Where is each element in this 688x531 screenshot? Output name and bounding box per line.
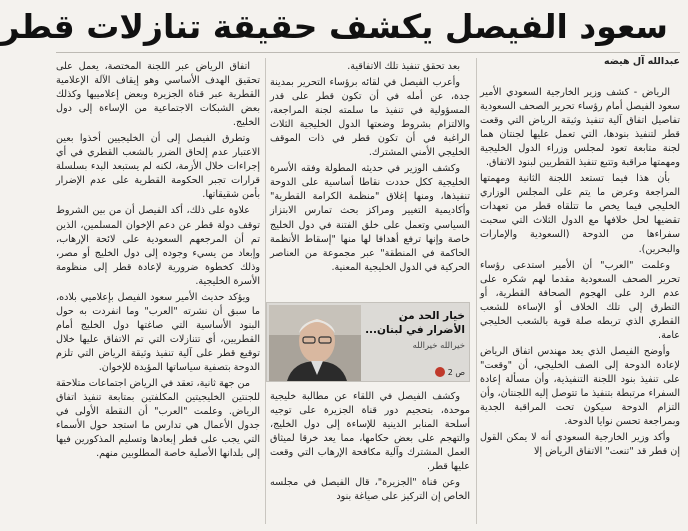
author-photo [269, 305, 361, 381]
paragraph: الرياض - كشف وزير الخارجية السعودي الأمير سعود الفيصل أمام رؤساء تحرير الصحف السعودية تفاصيل اتفاق آلية تنفيذ وثيقة الرياض التي وقعت قطر لتنفيذ بنودها، التي تعمل عليها لجنتان هما لجنة متابعة تعود لمجلس وزراء الدول الخليجية ومهمتها مراقبة وتتبع تنفيذ القطريين لبنود الاتفاق. [480, 87, 680, 169]
boxout-page-ref [435, 367, 465, 377]
portrait-image [269, 305, 361, 381]
boxout-author: خيرالله خيرالله [412, 341, 465, 351]
article-column-2 [270, 60, 470, 522]
paragraph: بأن هذا فيما تستعد اللجنة الثانية ومهمتها المراجعة وعرض ما يتم على المجلس الوزاري الخليجي فيما يخص ما تتلقاه قطر من تعهدات تقضيها لحل خلافها مع الدول الثلاث التي سحبت سفراءها من الدوحة (السعودية والإمارات والبحرين). [480, 173, 680, 255]
page-ref-label: ص 2 [447, 367, 465, 377]
paragraph: وأعرب الفيصل في لقائه برؤساء التحرير بمدينة جدة، عن أمله في أن تكون قطر على قدر المسؤولية في تنفيذ ما سلمته لجنة المراجعة، والالتزام بشروط وضعتها الدول الخليجية الثلاث الراغبة في أن تكون قطر في ذات الموقف الخليجي الأمني المشترك. [270, 77, 470, 159]
headline-rule [56, 52, 680, 53]
paragraph: بعد تحقق تنفيذ تلك الاتفاقية. [347, 61, 460, 72]
paragraph: من جهة ثانية، تعقد في الرياض اجتماعات متلاحقة للجنتين الخليجيتين المكلفتين بمتابعة تنفيذ اتفاق الرياض. وعلمت "العرب" أن النقطة الأولى في جدول الأعمال هي تدارس ما استجد حول الأسماء التي يجب على قطر إبعادها وتسليم المذكورين فيها إلى بلدانها الأصلية خاصة المطلوبين منهم. [56, 378, 260, 460]
paragraph: وعلمت "العرب" أن الأمير استدعى رؤساء تحرير الصحف السعودية مقدما لهم شكره على عدم الرد على الهجوم الصحافة القطرية، أو التطرق إلى تلك الخلاف أو الإساءة للشعب القطري الذي تربطه صلة قوية بالشعب الخليجي عامة. [480, 259, 680, 341]
page-marker-icon [435, 367, 445, 377]
headline: سعود الفيصل يكشف حقيقة تنازلات قطر [0, 7, 668, 46]
paragraph: ويؤكد حديث الأمير سعود الفيصل بإعلاميي بلاده، ما سبق أن نشرته "العرب" وما انفردت به حول البنود الأساسية التي صاغتها دول الخليج أمام القطريين، أي تتنازلات التي تم الاتفاق عليها خلال توقيع قطر على آلية تنفيذ وثيقة الرياض التي تلزم الدوحة بتصفية سياساتها المؤيدة للإخوان. [56, 291, 260, 373]
boxout-title: خيار الحد من الأضرار في لبنان... [365, 310, 465, 336]
article-column-1 [480, 86, 680, 522]
paragraph: اتفاق الرياض عبر اللجنة المختصة، يعمل على تحقيق الهدف الأساسي وهو إيقاف الآلة الإعلامية القطرية عبر قناة الجزيرة وبعض إعلامييها وكذلك بعض الشبكات الاجتماعية من الإساءة إلى دول الخليج. [56, 61, 260, 129]
paragraph: وأكد وزير الخارجية السعودي أنه لا يمكن القول إن قطر قد "تنعت" الاتفاق الرياض إلا [480, 432, 680, 458]
column-2-top [270, 60, 470, 298]
paragraph: وكشف الفيصل في اللقاء عن مطالبة خليجية موحدة، بتحجيم دور قناة الجزيرة على توجيه أسلحة المنابر الدينية للإساءة إلى دول الخليج، والتهجم على بعض حكامها، مما يعد خرقا لميثاق العمل المشترك وآلية مكافحة الإرهاب التي وقعت عليها قطر. [270, 391, 470, 473]
column-divider [476, 58, 477, 524]
paragraph: وأوضح الفيصل الذي يعد مهندس اتفاق الرياض لإعادة الدوحة إلى الصف الخليجي، أن "وقعت" على تنفيذ بنود اللجنة التنفيذية، وأن مسألة إعادة السفراء مرتبطة بتنفيذ ما تتوصل إليه اللجنتان، وأن التزام الدوحة سيكون تحت المراقبة الجدية وبمراجعة تحسن نوايا الدوحة. [480, 345, 680, 428]
boxout-text [365, 309, 465, 351]
column-2-bottom [270, 390, 470, 506]
paragraph: وعن قناة "الجزيرة"، قال الفيصل في مجلسه الخاص إن التركيز على صياغة بنود [270, 477, 470, 503]
byline: عبدالله آل هيضه [603, 56, 680, 67]
column-divider [265, 58, 266, 524]
related-article-boxout[interactable] [266, 302, 470, 382]
article-column-3 [56, 60, 260, 522]
paragraph: علاوة على ذلك، أكد الفيصل أن من بين الشروط توقف دولة قطر عن دعم الإخوان المسلمين، الذين تم أن المرجعهم السعودية على لائحة الإرهاب، وإبعاد من يسيء وجوده إلى دول الخليج أو مصر، وذلك كخطوة ضرورية لإعادة قطر إلى منظومة الأسرة الخليجية. [56, 205, 260, 287]
paragraph: وتطرق الفيصل إلى أن الخليجيين أخذوا بعين الاعتبار عدم إلحاق الضرر بالشعب القطري في أي إجراءات خلال الأزمة، لكنه لم يستبعد البدء بسلسلة قرارات تجبر الحكومة القطرية على عدم الإضرار بأمن شقيقاتها. [56, 133, 260, 201]
paragraph: وكشف الوزير في حديثه المطولة وفقه الأسرة الخليجية ككل حددت نقاطا أساسية على الدوحة تنفيذها، ومنها إغلاق "منظمة الكرامة القطرية" وأكاديمية التغيير ومراكز بحث تمارس الابتزاز السياسي وتعمل على خلق الفتنة في دول الخليج خاصة وإنها ترفع أهدافا لها منها "إسقاط الأنظمة الحاكمة في المنطقة" عبر مجموعة من العناصر الحركية في الدول الخليجية المعنية. [270, 163, 470, 273]
